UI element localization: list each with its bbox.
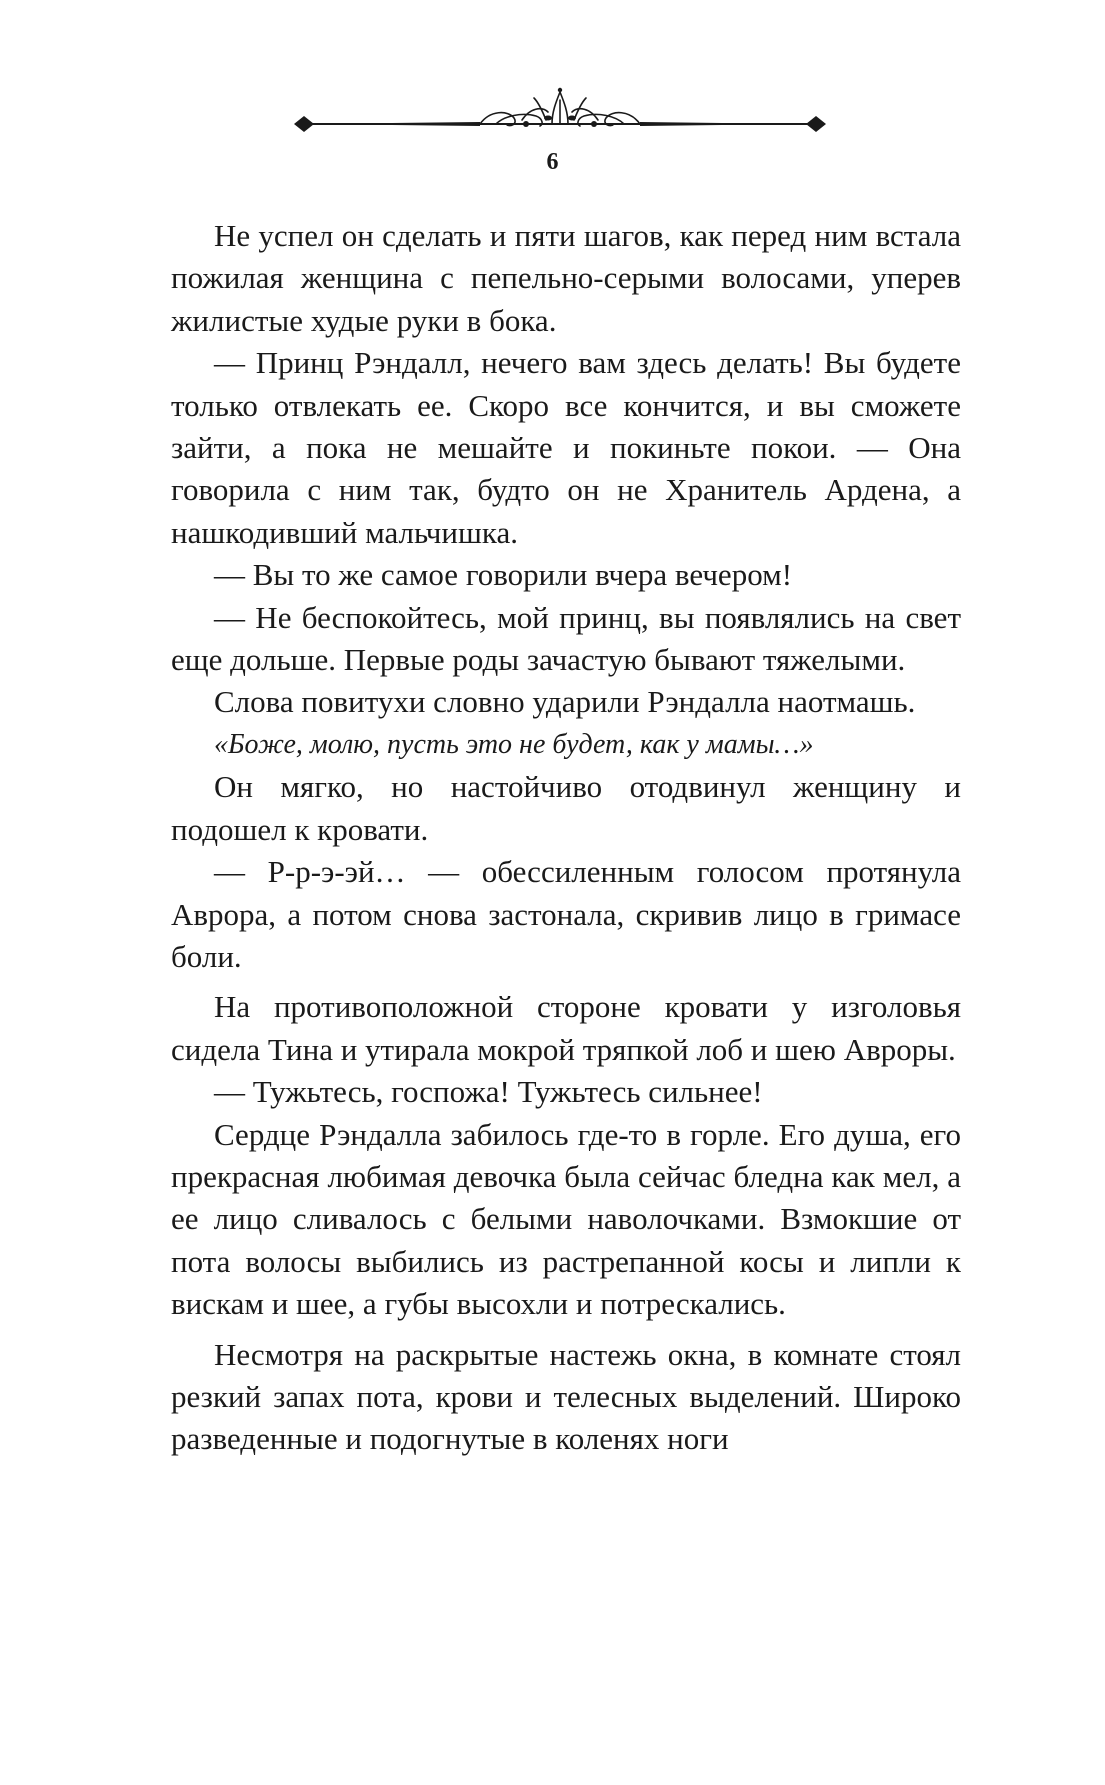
- chapter-ornament-icon: [290, 80, 830, 150]
- italic-thought: «Боже, молю, пусть это не будет, как у мамы…»: [214, 728, 814, 760]
- paragraph: — Тужьтесь, госпожа! Тужьтесь сильнее!: [214, 1074, 763, 1110]
- paragraph: Сердце Рэндалла забилось где-то в горле. Его душа, его прекрасная любимая девочка была сейчас бледна как мел, а ее лицо сливалось с белыми наволочками. Взмокшие от пота волосы выбились из растрепанной косы и липли к вискам и шее, а губы высохли и потрескались.: [171, 1116, 961, 1322]
- paragraph: — Принц Рэндалл, нечего вам здесь делать! Вы будете только отвлекать ее. Скоро все кончится, и вы сможете зайти, а пока не мешайте и покиньте покои. — Она говорила с ним так, будто он не Хранитель Ардена, а нашкодивший мальчишка.: [171, 345, 961, 550]
- chapter-number: 6: [546, 149, 559, 175]
- paragraph: — Р-р-э-эй… — обессиленным голосом протянула Аврора, а потом снова застонала, скривив лицо в гримасе боли.: [171, 854, 961, 974]
- paragraph: Слова повитухи словно ударили Рэндалла наотмашь.: [214, 684, 916, 720]
- paragraph: На противоположной стороне кровати у изголовья сидела Тина и утирала мокрой тряпкой лоб и шею Авроры.: [171, 989, 961, 1067]
- paragraph: Не успел он сделать и пяти шагов, как перед ним встала пожилая женщина с пепельно-серыми волосами, уперев жилистые худые руки в бока.: [171, 218, 961, 338]
- paragraph: Несмотря на раскрытые настежь окна, в комнате стоял резкий запах пота, крови и телесных выделений. Широко разведенные и подогнутые в коленях ноги: [171, 1336, 961, 1457]
- paragraph: — Не беспокойтесь, мой принц, вы появлялись на свет еще дольше. Первые роды зачастую бывают тяжелыми.: [171, 599, 961, 678]
- paragraph: — Вы то же самое говорили вчера вечером!: [214, 557, 793, 593]
- chapter-text: [171, 215, 961, 1461]
- paragraph: Он мягко, но настойчиво отодвинул женщину и подошел к кровати.: [171, 769, 961, 847]
